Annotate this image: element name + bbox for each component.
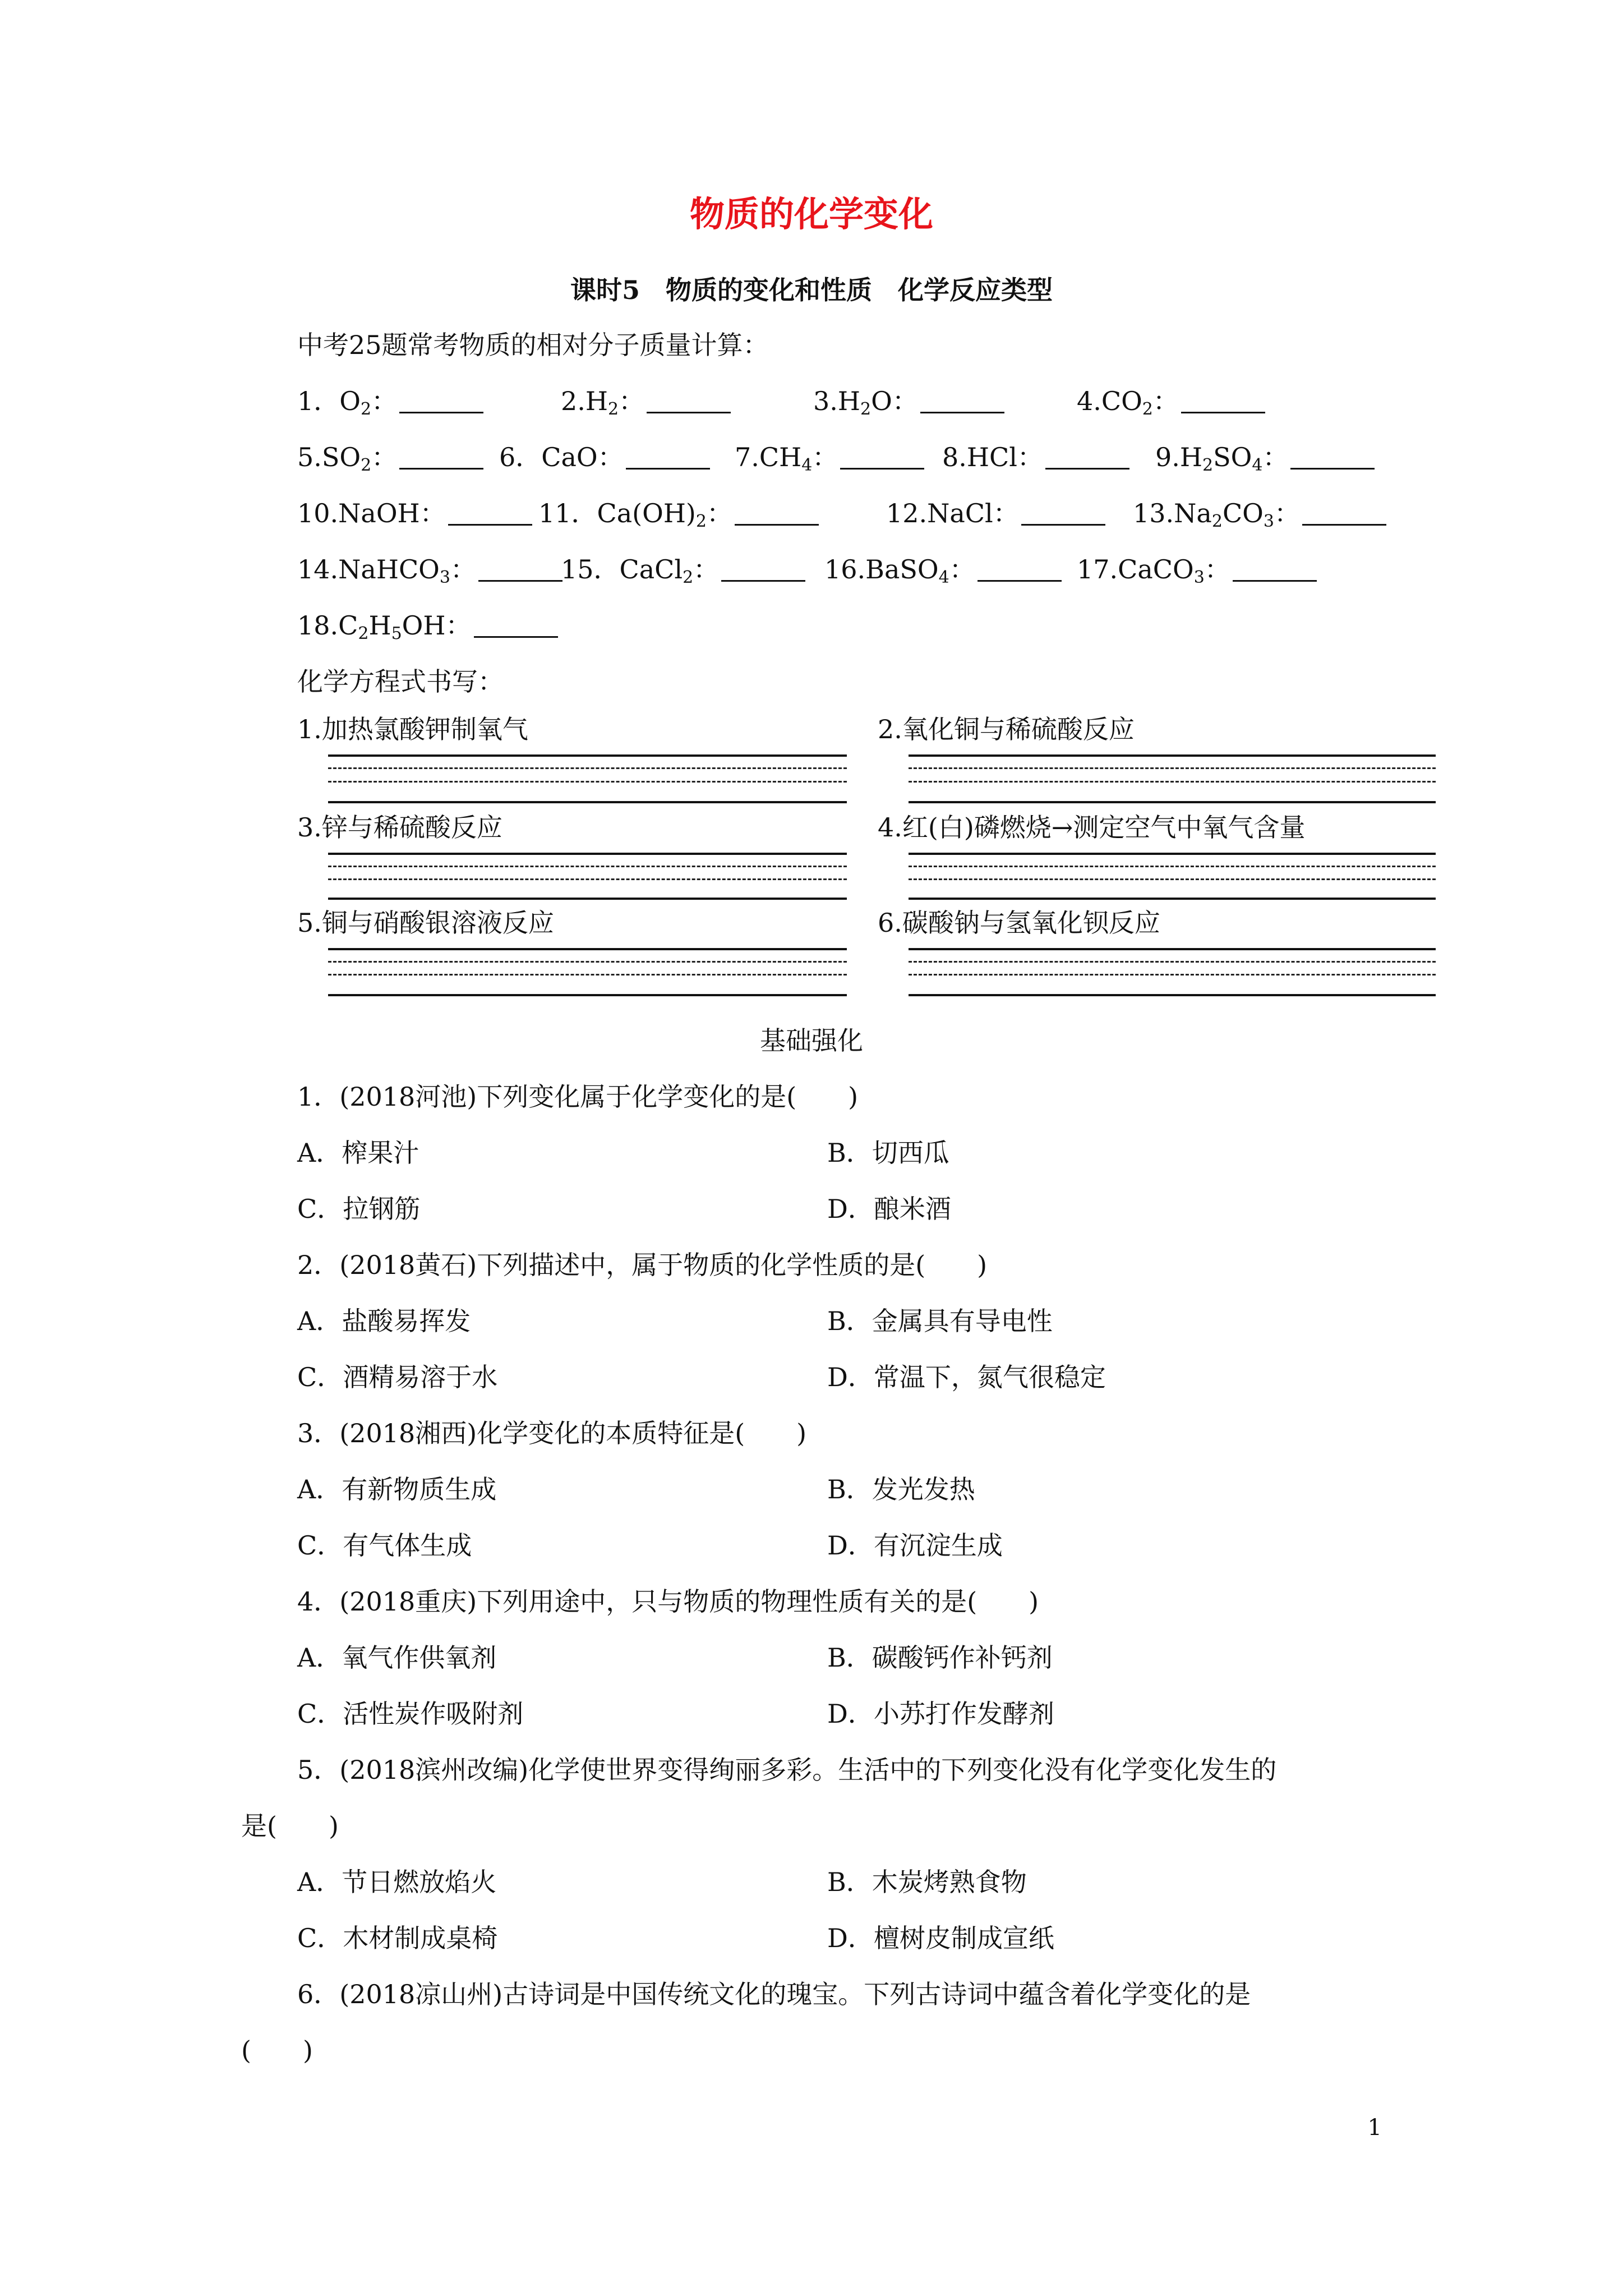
answer-blank[interactable] (1302, 501, 1386, 526)
question-stem: 2．(2018黄石)下列描述中，属于物质的化学性质的是( ) (297, 1250, 988, 1280)
option-a[interactable]: A．节日燃放焰火 (297, 1867, 497, 1897)
mass-item: 16.BaSO$_4$： (824, 553, 1062, 586)
guide-line (909, 961, 1436, 963)
mass-item: 6．CaO： (499, 440, 710, 474)
lesson-subtitle: 课时5 物质的变化和性质 化学反应类型 (570, 275, 1053, 305)
option-b[interactable]: B．切西瓜 (827, 1138, 949, 1168)
page-number: 1 (1367, 2115, 1382, 2141)
option-c[interactable]: C．酒精易溶于水 (297, 1362, 498, 1392)
option-c[interactable]: C．活性炭作吸附剂 (297, 1699, 524, 1729)
question-stem: 3．(2018湘西)化学变化的本质特征是( ) (297, 1418, 807, 1448)
mass-item: 12.NaCl： (886, 496, 1105, 530)
option-d[interactable]: D．有沉淀生成 (827, 1530, 1003, 1561)
answer-blank[interactable] (840, 445, 924, 470)
answer-blank[interactable] (1290, 445, 1375, 470)
answer-blank[interactable] (1233, 558, 1317, 582)
option-b[interactable]: B．碳酸钙作补钙剂 (827, 1642, 1053, 1673)
mass-item: $4.CO_2$： (1077, 384, 1265, 418)
option-c[interactable]: C．有气体生成 (297, 1530, 472, 1561)
mass-item: 10.NaOH： (297, 496, 532, 530)
section-heading: 基础强化 (760, 1025, 863, 1056)
answer-blank[interactable] (978, 558, 1062, 582)
answer-line[interactable] (328, 801, 847, 803)
mass-intro: 中考25题常考物质的相对分子质量计算： (297, 330, 769, 360)
guide-line (328, 961, 847, 963)
mass-item: 1．$O_2$： (297, 384, 483, 418)
answer-line[interactable] (328, 898, 847, 900)
option-d[interactable]: D．檀树皮制成宣纸 (827, 1923, 1054, 1953)
answer-blank[interactable] (448, 501, 532, 526)
answer-blank[interactable] (721, 558, 805, 582)
answer-line[interactable] (328, 948, 847, 950)
answer-line[interactable] (909, 898, 1436, 900)
mass-item: $18.C_2H_5OH$： (297, 609, 558, 642)
answer-blank[interactable] (1021, 501, 1105, 526)
guide-line (328, 767, 847, 769)
mass-item: $9.H_2SO_4$： (1155, 440, 1375, 474)
answer-line[interactable] (328, 754, 847, 757)
mass-item: 15．CaCl$_2$： (561, 553, 805, 586)
equation-prompt: 6.碳酸钠与氢氧化钡反应 (878, 908, 1160, 938)
question-stem: 1．(2018河池)下列变化属于化学变化的是( ) (297, 1082, 859, 1112)
guide-line (328, 974, 847, 976)
equation-prompt: 1.加热氯酸钾制氧气 (297, 714, 528, 744)
equation-intro: 化学方程式书写： (297, 666, 504, 697)
question-stem: 4．(2018重庆)下列用途中，只与物质的物理性质有关的是( ) (297, 1586, 1039, 1617)
mass-item: $5.SO_2$： (297, 440, 483, 474)
option-a[interactable]: A．盐酸易挥发 (297, 1306, 471, 1336)
guide-line (328, 866, 847, 867)
question-stem: 6．(2018凉山州)古诗词是中国传统文化的瑰宝。下列古诗词中蕴含着化学变化的是 (297, 1979, 1251, 2009)
guide-line (909, 974, 1436, 976)
option-a[interactable]: A．氧气作供氧剂 (297, 1642, 497, 1673)
option-d[interactable]: D．小苏打作发酵剂 (827, 1699, 1054, 1729)
answer-blank[interactable] (478, 558, 562, 582)
answer-line[interactable] (909, 801, 1436, 803)
answer-line[interactable] (328, 994, 847, 996)
answer-line[interactable] (909, 853, 1436, 855)
answer-line[interactable] (328, 853, 847, 855)
option-c[interactable]: C．拉钢筋 (297, 1194, 421, 1224)
guide-line (909, 866, 1436, 867)
equation-prompt: 3.锌与稀硫酸反应 (297, 812, 502, 843)
answer-line[interactable] (909, 948, 1436, 950)
guide-line (328, 781, 847, 783)
option-c[interactable]: C．木材制成桌椅 (297, 1923, 498, 1953)
equation-prompt: 5.铜与硝酸银溶液反应 (297, 908, 554, 938)
question-stem-continued: ( ) (241, 2035, 313, 2065)
answer-blank[interactable] (399, 389, 483, 413)
answer-line[interactable] (909, 754, 1436, 757)
answer-blank[interactable] (920, 389, 1004, 413)
option-b[interactable]: B．金属具有导电性 (827, 1306, 1053, 1336)
equation-prompt: 4.红(白)磷燃烧→测定空气中氧气含量 (878, 812, 1306, 843)
question-stem-continued: 是( ) (241, 1811, 339, 1841)
mass-item: $3.H_2O$： (813, 384, 1004, 418)
option-a[interactable]: A．有新物质生成 (297, 1474, 497, 1504)
answer-line[interactable] (909, 994, 1436, 996)
answer-blank[interactable] (1045, 445, 1129, 470)
mass-item: 8.HCl： (942, 440, 1129, 474)
guide-line (909, 781, 1436, 783)
guide-line (328, 878, 847, 880)
mass-item: $2.H_2$： (561, 384, 731, 418)
option-d[interactable]: D．酿米酒 (827, 1194, 951, 1224)
equation-prompt: 2.氧化铜与稀硫酸反应 (878, 714, 1135, 744)
answer-blank[interactable] (1181, 389, 1265, 413)
mass-item: $7.CH_4$： (735, 440, 924, 474)
guide-line (909, 767, 1436, 769)
question-stem: 5．(2018滨州改编)化学使世界变得绚丽多彩。生活中的下列变化没有化学变化发生的 (297, 1755, 1277, 1785)
option-b[interactable]: B．发光发热 (827, 1474, 975, 1504)
answer-blank[interactable] (735, 501, 819, 526)
answer-blank[interactable] (399, 445, 483, 470)
option-d[interactable]: D．常温下，氮气很稳定 (827, 1362, 1106, 1392)
mass-item: 14.NaHCO$_3$： (297, 553, 562, 586)
mass-item: 17.CaCO$_3$： (1077, 553, 1317, 586)
option-b[interactable]: B．木炭烤熟食物 (827, 1867, 1027, 1897)
guide-line (909, 878, 1436, 880)
answer-blank[interactable] (626, 445, 710, 470)
mass-item: 11．$Ca(OH)_2$： (538, 496, 819, 530)
answer-blank[interactable] (474, 614, 558, 638)
answer-blank[interactable] (647, 389, 731, 413)
option-a[interactable]: A．榨果汁 (297, 1138, 419, 1168)
mass-item: $13.Na_2CO_3$： (1133, 496, 1386, 530)
page-title: 物质的化学变化 (689, 194, 933, 234)
